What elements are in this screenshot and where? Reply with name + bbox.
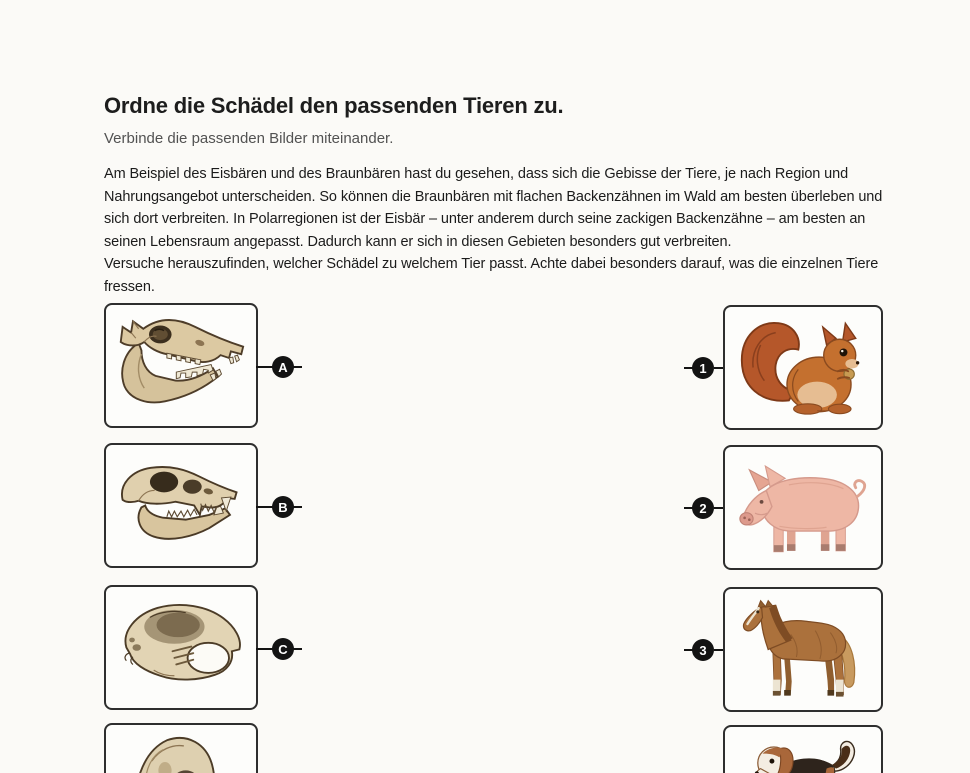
- animal-card-partial[interactable]: [723, 725, 883, 773]
- match-node-a[interactable]: A: [272, 356, 294, 378]
- match-node-3[interactable]: 3: [692, 639, 714, 661]
- connector-stub-b: [293, 506, 302, 508]
- connector-stub-a: [293, 366, 302, 368]
- instructions-line: sich dort verbreiten. In Polarregionen ist der Eisbär – unter anderem durch seine zackigen Backenzähne – am besten an: [104, 211, 866, 227]
- animal-card-1[interactable]: [723, 305, 883, 430]
- skull-card-partial[interactable]: [104, 723, 258, 773]
- instructions-line: fressen.: [104, 278, 155, 295]
- predator-skull-image: [110, 449, 252, 562]
- page-subtitle: Verbinde die passenden Bilder miteinander.: [104, 130, 394, 147]
- horse-skull-image: [110, 309, 252, 422]
- squirrel-image: [732, 311, 874, 424]
- connector-line-b: [256, 506, 273, 508]
- instructions-line: Nahrungsangebot unterscheiden. So können die Braunbären mit flachen Backenzähnen im Wald am besten überleben und: [104, 188, 883, 205]
- connector-line-a: [256, 366, 273, 368]
- match-node-1[interactable]: 1: [692, 357, 714, 379]
- horse-image: [732, 593, 874, 706]
- page-title: Ordne die Schädel den passenden Tieren zu.: [104, 93, 564, 118]
- animal-card-3[interactable]: [723, 587, 883, 712]
- skull-card-a[interactable]: [104, 303, 258, 428]
- instructions-text: [104, 163, 882, 298]
- pig-image: [732, 451, 874, 564]
- dog-image-partial: [732, 731, 874, 773]
- skull-card-c[interactable]: [104, 585, 258, 710]
- animal-card-2[interactable]: [723, 445, 883, 570]
- connector-line-c: [256, 648, 273, 650]
- skull-card-b[interactable]: [104, 443, 258, 568]
- instructions-line: seinen Lebensraum angepasst. Dadurch kann er sich in diesen Gebieten besonders gut verbreiten.: [104, 233, 732, 250]
- skull-image-partial: [110, 729, 252, 773]
- connector-stub-c: [293, 648, 302, 650]
- match-node-2[interactable]: 2: [692, 497, 714, 519]
- instructions-line: Versuche herauszufinden, welcher Schädel zu welchem Tier passt. Achte dabei besonders darauf, was die einzelnen Tiere: [104, 256, 879, 272]
- match-node-c[interactable]: C: [272, 638, 294, 660]
- instructions-line: Am Beispiel des Eisbären und des Braunbären hast du gesehen, dass sich die Gebisse der Tiere, je nach Region und: [104, 166, 849, 182]
- rodent-skull-image: [110, 591, 252, 704]
- match-node-b[interactable]: B: [272, 496, 294, 518]
